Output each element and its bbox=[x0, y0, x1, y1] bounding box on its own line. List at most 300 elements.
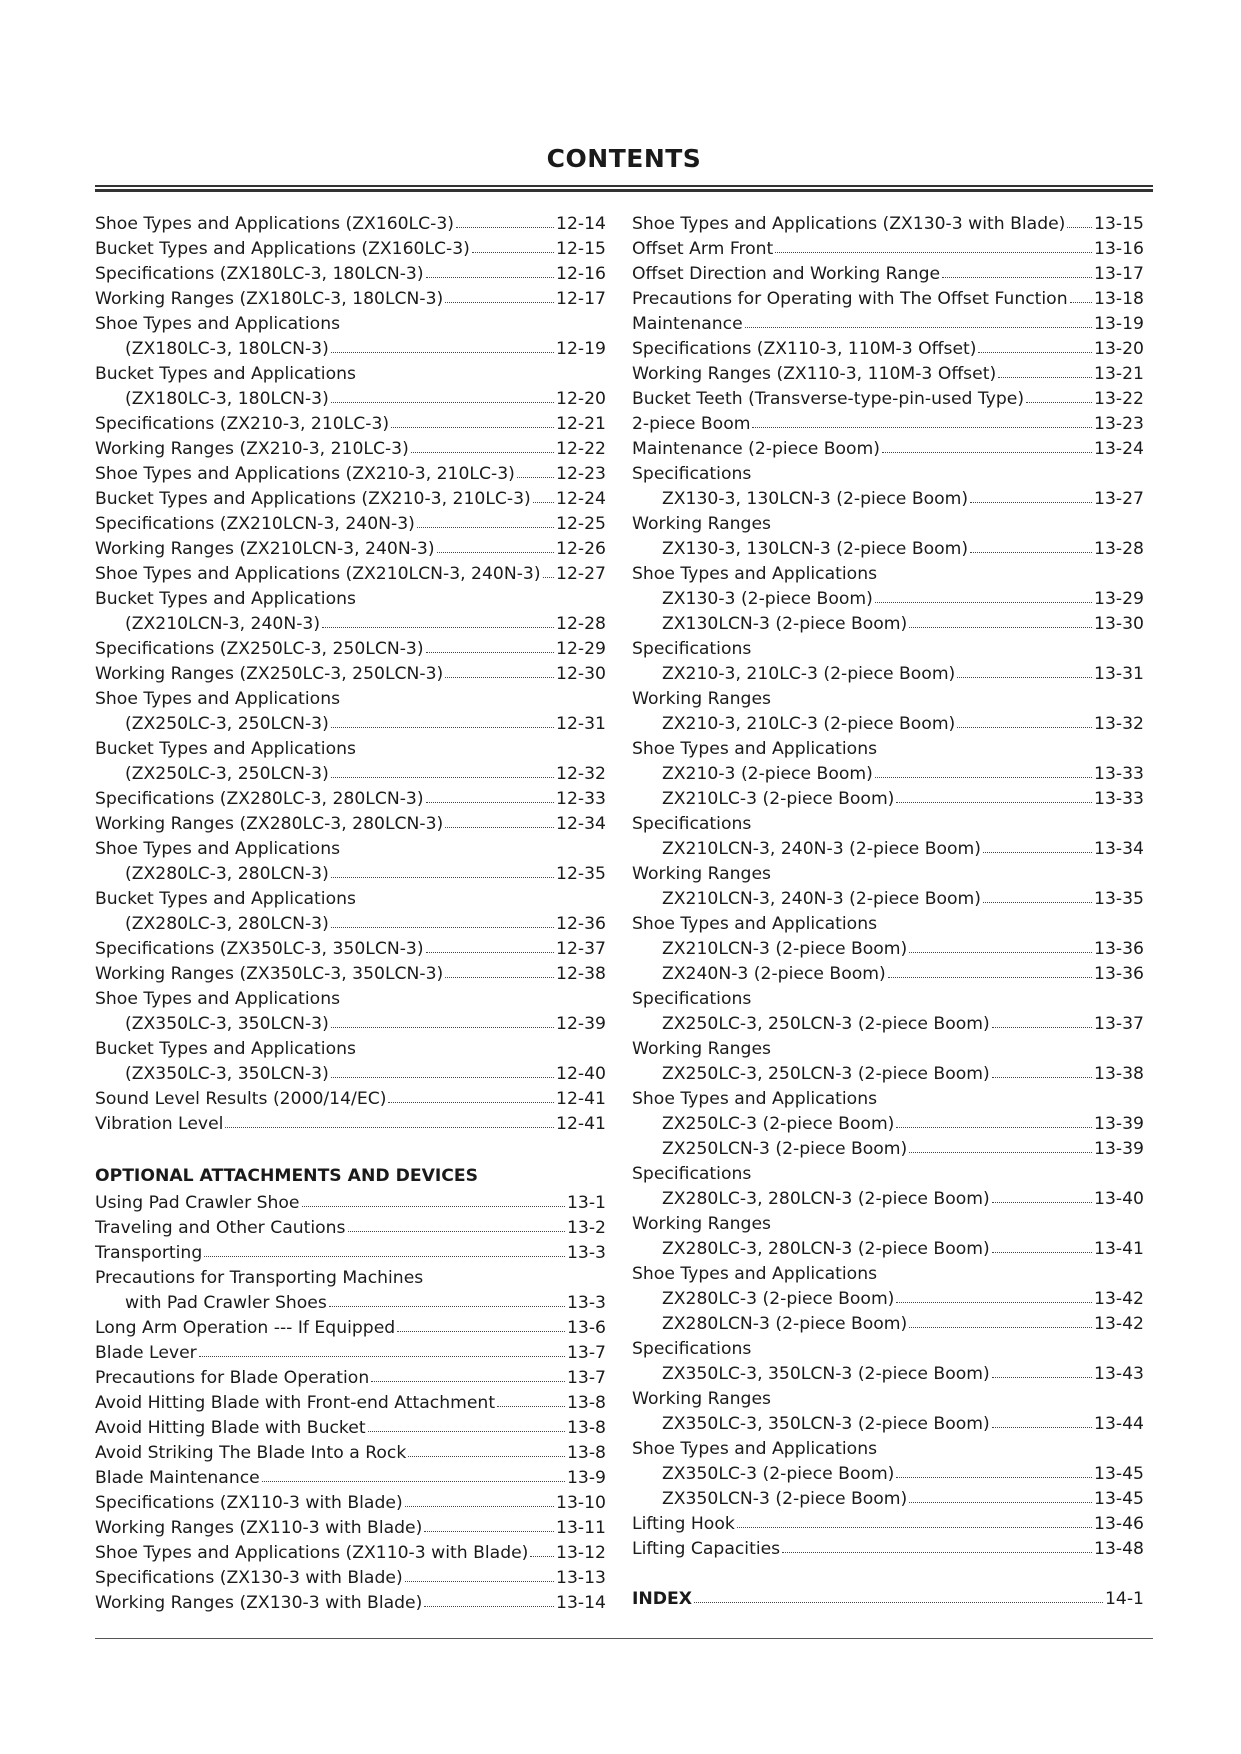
toc-entry-label: Offset Direction and Working Range bbox=[632, 264, 941, 284]
toc-group-heading: Working Ranges bbox=[632, 1214, 771, 1234]
toc-entry[interactable] bbox=[95, 1441, 606, 1466]
toc-entry[interactable] bbox=[95, 337, 606, 362]
toc-entry-page: 13-36 bbox=[1094, 939, 1144, 959]
toc-entry[interactable] bbox=[95, 287, 606, 312]
dot-leader bbox=[331, 913, 554, 928]
dot-leader bbox=[909, 1488, 1092, 1503]
toc-entry-page: 13-7 bbox=[566, 1343, 606, 1363]
toc-entry-label: Specifications (ZX130-3 with Blade) bbox=[95, 1568, 403, 1588]
dot-leader bbox=[417, 513, 554, 528]
toc-entry-page: 12-15 bbox=[556, 239, 606, 259]
toc-group-heading: Specifications bbox=[632, 814, 752, 834]
toc-entry-label: (ZX350LC-3, 350LCN-3) bbox=[125, 1014, 329, 1034]
toc-entry[interactable] bbox=[95, 912, 606, 937]
toc-entry-page: 13-17 bbox=[1094, 264, 1144, 284]
toc-entry-page: 13-45 bbox=[1094, 1489, 1144, 1509]
toc-entry[interactable] bbox=[95, 1316, 606, 1341]
toc-entry[interactable] bbox=[95, 1241, 606, 1266]
toc-entry-page: 12-30 bbox=[556, 664, 606, 684]
toc-entry-page: 12-20 bbox=[556, 389, 606, 409]
dot-leader bbox=[909, 1313, 1092, 1328]
toc-entry-page: 13-46 bbox=[1094, 1514, 1144, 1534]
toc-entry[interactable] bbox=[632, 1487, 1144, 1512]
toc-entry-page: 12-14 bbox=[556, 214, 606, 234]
toc-entry-page: 13-42 bbox=[1094, 1289, 1144, 1309]
toc-entry-page: 13-22 bbox=[1094, 389, 1144, 409]
toc-entry-label: Precautions for Blade Operation bbox=[95, 1368, 370, 1388]
toc-entry[interactable] bbox=[632, 662, 1144, 687]
toc-entry-label: INDEX bbox=[632, 1589, 693, 1609]
toc-entry[interactable] bbox=[95, 1416, 606, 1441]
toc-entry-label: ZX350LC-3, 350LCN-3 (2-piece Boom) bbox=[662, 1414, 990, 1434]
toc-group-heading: Shoe Types and Applications bbox=[632, 1264, 878, 1284]
toc-entry[interactable] bbox=[632, 937, 1144, 962]
toc-group-heading: Shoe Types and Applications bbox=[632, 564, 878, 584]
toc-entry[interactable] bbox=[632, 1537, 1144, 1562]
dot-leader bbox=[875, 763, 1092, 778]
toc-entry-label: ZX130-3, 130LCN-3 (2-piece Boom) bbox=[662, 539, 969, 559]
toc-entry-page: 13-45 bbox=[1094, 1464, 1144, 1484]
toc-entry-page: 12-25 bbox=[556, 514, 606, 534]
toc-group-heading: Shoe Types and Applications bbox=[632, 914, 878, 934]
toc-entry[interactable] bbox=[95, 637, 606, 662]
toc-entry-label: Specifications (ZX110-3 with Blade) bbox=[95, 1493, 403, 1513]
toc-entry-label: (ZX250LC-3, 250LCN-3) bbox=[125, 764, 329, 784]
toc-entry-page: 13-38 bbox=[1094, 1064, 1144, 1084]
toc-entry-page: 13-27 bbox=[1094, 489, 1144, 509]
toc-group-heading: Specifications bbox=[632, 639, 752, 659]
dot-leader bbox=[411, 438, 554, 453]
dot-leader bbox=[896, 1113, 1092, 1128]
toc-entry[interactable] bbox=[632, 887, 1144, 912]
toc-entry[interactable] bbox=[95, 487, 606, 512]
dot-leader bbox=[331, 1063, 554, 1078]
dot-leader bbox=[752, 413, 1092, 428]
dot-leader bbox=[533, 488, 554, 503]
toc-entry-label: (ZX180LC-3, 180LCN-3) bbox=[125, 339, 329, 359]
toc-group-heading: Specifications bbox=[632, 989, 752, 1009]
toc-entry[interactable] bbox=[632, 412, 1144, 437]
toc-entry-page: 12-19 bbox=[556, 339, 606, 359]
toc-entry-page: 12-32 bbox=[556, 764, 606, 784]
toc-right-block-1 bbox=[632, 212, 1144, 1562]
dot-leader bbox=[957, 663, 1092, 678]
toc-entry-label: ZX130LCN-3 (2-piece Boom) bbox=[662, 614, 908, 634]
toc-entry[interactable] bbox=[95, 1591, 606, 1616]
toc-entry-page: 13-33 bbox=[1094, 789, 1144, 809]
toc-entry-label: ZX250LC-3 (2-piece Boom) bbox=[662, 1114, 895, 1134]
toc-entry-label: (ZX210LCN-3, 240N-3) bbox=[125, 614, 321, 634]
toc-group-heading: Shoe Types and Applications bbox=[632, 1089, 878, 1109]
toc-group-heading: Working Ranges bbox=[632, 689, 771, 709]
toc-entry-label: Working Ranges (ZX210LCN-3, 240N-3) bbox=[95, 539, 435, 559]
dot-leader bbox=[445, 813, 554, 828]
toc-entry-label: ZX210LCN-3, 240N-3 (2-piece Boom) bbox=[662, 839, 981, 859]
dot-leader bbox=[983, 888, 1092, 903]
toc-entry-label: ZX280LC-3 (2-piece Boom) bbox=[662, 1289, 895, 1309]
toc-entry-page: 12-24 bbox=[556, 489, 606, 509]
toc-entry-label: Working Ranges (ZX110-3, 110M-3 Offset) bbox=[632, 364, 997, 384]
toc-entry-label: Specifications (ZX210-3, 210LC-3) bbox=[95, 414, 390, 434]
toc-entry-page: 13-28 bbox=[1094, 539, 1144, 559]
dot-leader bbox=[992, 1063, 1092, 1078]
toc-entry-label: Shoe Types and Applications (ZX210-3, 210LC-3) bbox=[95, 464, 515, 484]
dot-leader bbox=[331, 1013, 554, 1028]
toc-entry-label: Maintenance bbox=[632, 314, 743, 334]
toc-entry[interactable] bbox=[632, 1312, 1144, 1337]
toc-entry[interactable] bbox=[95, 1216, 606, 1241]
toc-entry-page: 12-38 bbox=[556, 964, 606, 984]
toc-entry[interactable] bbox=[95, 812, 606, 837]
toc-entry-label: Avoid Striking The Blade Into a Rock bbox=[95, 1443, 407, 1463]
toc-entry-label: ZX130-3, 130LCN-3 (2-piece Boom) bbox=[662, 489, 969, 509]
bottom-rule bbox=[95, 1638, 1153, 1639]
toc-entry-page: 12-21 bbox=[556, 414, 606, 434]
toc-entry-page: 12-23 bbox=[556, 464, 606, 484]
toc-group-heading: Working Ranges bbox=[632, 1389, 771, 1409]
dot-leader bbox=[426, 638, 554, 653]
toc-entry-label: ZX210-3 (2-piece Boom) bbox=[662, 764, 873, 784]
toc-entry-label: ZX210LC-3 (2-piece Boom) bbox=[662, 789, 895, 809]
toc-entry[interactable] bbox=[632, 837, 1144, 862]
dot-leader bbox=[322, 613, 554, 628]
toc-entry-page: 12-35 bbox=[556, 864, 606, 884]
dot-leader bbox=[775, 238, 1092, 253]
toc-group-heading: Shoe Types and Applications bbox=[632, 1439, 878, 1459]
toc-entry-page: 13-39 bbox=[1094, 1114, 1144, 1134]
toc-entry[interactable] bbox=[95, 412, 606, 437]
section-gap bbox=[632, 1562, 1144, 1587]
toc-entry-page: 12-16 bbox=[556, 264, 606, 284]
toc-entry-label: Working Ranges (ZX350LC-3, 350LCN-3) bbox=[95, 964, 444, 984]
toc-entry[interactable] bbox=[95, 712, 606, 737]
toc-group-heading: Working Ranges bbox=[632, 864, 771, 884]
toc-entry-label: ZX350LC-3 (2-piece Boom) bbox=[662, 1464, 895, 1484]
toc-entry[interactable] bbox=[95, 437, 606, 462]
dot-leader bbox=[909, 1138, 1092, 1153]
dot-leader bbox=[424, 1592, 554, 1607]
toc-entry[interactable] bbox=[95, 862, 606, 887]
dot-leader bbox=[348, 1217, 565, 1232]
toc-entry[interactable] bbox=[632, 1462, 1144, 1487]
toc-entry[interactable] bbox=[95, 787, 606, 812]
toc-entry[interactable] bbox=[95, 1291, 606, 1316]
toc-entry[interactable] bbox=[95, 1341, 606, 1366]
dot-leader bbox=[445, 288, 554, 303]
dot-leader bbox=[1067, 213, 1092, 228]
toc-entry-page: 14-1 bbox=[1104, 1589, 1144, 1609]
dot-leader bbox=[970, 488, 1092, 503]
dot-leader bbox=[262, 1467, 565, 1482]
toc-entry[interactable] bbox=[632, 1112, 1144, 1137]
toc-entry-page: 13-12 bbox=[556, 1543, 606, 1563]
toc-entry[interactable] bbox=[95, 962, 606, 987]
toc-entry-label: (ZX250LC-3, 250LCN-3) bbox=[125, 714, 329, 734]
dot-leader bbox=[942, 263, 1092, 278]
toc-entry-page: 12-41 bbox=[556, 1114, 606, 1134]
toc-entry[interactable] bbox=[95, 262, 606, 287]
toc-entry[interactable] bbox=[632, 1287, 1144, 1312]
toc-group-heading: Specifications bbox=[632, 1339, 752, 1359]
toc-group-heading: Precautions for Transporting Machines bbox=[95, 1268, 424, 1288]
toc-entry[interactable] bbox=[632, 1412, 1144, 1437]
toc-entry[interactable] bbox=[95, 212, 606, 237]
title-rule bbox=[95, 185, 1153, 192]
toc-entry-label: Specifications (ZX180LC-3, 180LCN-3) bbox=[95, 264, 424, 284]
dot-leader bbox=[875, 588, 1092, 603]
dot-leader bbox=[992, 1238, 1092, 1253]
toc-entry-label: Traveling and Other Cautions bbox=[95, 1218, 346, 1238]
toc-entry-page: 13-39 bbox=[1094, 1139, 1144, 1159]
dot-leader bbox=[745, 313, 1092, 328]
toc-entry-label: Using Pad Crawler Shoe bbox=[95, 1193, 300, 1213]
toc-entry-label: Working Ranges (ZX210-3, 210LC-3) bbox=[95, 439, 409, 459]
toc-entry-page: 13-35 bbox=[1094, 889, 1144, 909]
dot-leader bbox=[302, 1192, 565, 1207]
toc-entry[interactable] bbox=[632, 387, 1144, 412]
toc-entry[interactable] bbox=[95, 1191, 606, 1216]
toc-entry-page: 13-34 bbox=[1094, 839, 1144, 859]
dot-leader bbox=[426, 263, 554, 278]
dot-leader bbox=[445, 963, 554, 978]
toc-entry[interactable] bbox=[632, 1362, 1144, 1387]
dot-leader bbox=[882, 438, 1092, 453]
page-title: CONTENTS bbox=[546, 144, 702, 173]
toc-entry[interactable] bbox=[95, 1491, 606, 1516]
toc-right-column bbox=[632, 212, 1144, 1612]
dot-leader bbox=[472, 238, 554, 253]
toc-entry[interactable] bbox=[95, 1566, 606, 1591]
toc-entry[interactable] bbox=[95, 1541, 606, 1566]
toc-entry-label: (ZX180LC-3, 180LCN-3) bbox=[125, 389, 329, 409]
toc-group-heading: Bucket Types and Applications bbox=[95, 739, 356, 759]
toc-entry-index[interactable] bbox=[632, 1587, 1144, 1612]
toc-entry-label: ZX280LC-3, 280LCN-3 (2-piece Boom) bbox=[662, 1189, 990, 1209]
toc-group-heading: Shoe Types and Applications bbox=[95, 989, 341, 1009]
toc-entry[interactable] bbox=[95, 1366, 606, 1391]
toc-entry-page: 12-27 bbox=[556, 564, 606, 584]
toc-entry-label: (ZX350LC-3, 350LCN-3) bbox=[125, 1064, 329, 1084]
toc-entry[interactable] bbox=[95, 937, 606, 962]
toc-entry[interactable] bbox=[632, 362, 1144, 387]
dot-leader bbox=[331, 763, 554, 778]
dot-leader bbox=[397, 1317, 565, 1332]
dot-leader bbox=[888, 963, 1092, 978]
toc-entry-label: Offset Arm Front bbox=[632, 239, 774, 259]
dot-leader bbox=[426, 788, 554, 803]
toc-group-heading: Shoe Types and Applications bbox=[95, 314, 341, 334]
toc-entry-page: 13-21 bbox=[1094, 364, 1144, 384]
toc-entry[interactable] bbox=[632, 237, 1144, 262]
toc-entry-label: (ZX280LC-3, 280LCN-3) bbox=[125, 914, 329, 934]
toc-entry-page: 13-24 bbox=[1094, 439, 1144, 459]
toc-entry-label: Lifting Capacities bbox=[632, 1539, 781, 1559]
toc-entry-page: 12-34 bbox=[556, 814, 606, 834]
toc-left-block-1 bbox=[95, 212, 606, 1137]
toc-entry-label: ZX210-3, 210LC-3 (2-piece Boom) bbox=[662, 664, 956, 684]
toc-entry-page: 13-14 bbox=[556, 1593, 606, 1613]
toc-entry[interactable] bbox=[632, 762, 1144, 787]
dot-leader bbox=[331, 863, 554, 878]
dot-leader bbox=[896, 1463, 1092, 1478]
dot-leader bbox=[896, 1288, 1092, 1303]
toc-entry-label: Shoe Types and Applications (ZX110-3 with Blade) bbox=[95, 1543, 529, 1563]
toc-group-heading: Bucket Types and Applications bbox=[95, 364, 356, 384]
toc-entry[interactable] bbox=[632, 712, 1144, 737]
toc-entry-label: ZX210LCN-3 (2-piece Boom) bbox=[662, 939, 908, 959]
toc-group-heading: Bucket Types and Applications bbox=[95, 889, 356, 909]
toc-group-heading: Shoe Types and Applications bbox=[632, 739, 878, 759]
toc-entry[interactable] bbox=[95, 1062, 606, 1087]
toc-entry-page: 13-3 bbox=[566, 1243, 606, 1263]
toc-entry-label: Shoe Types and Applications (ZX130-3 with Blade) bbox=[632, 214, 1066, 234]
toc-entry-label: Maintenance (2-piece Boom) bbox=[632, 439, 881, 459]
toc-entry-page: 13-11 bbox=[556, 1518, 606, 1538]
dot-leader bbox=[992, 1363, 1092, 1378]
toc-entry-label: Shoe Types and Applications (ZX160LC-3) bbox=[95, 214, 454, 234]
dot-leader bbox=[1026, 388, 1092, 403]
dot-leader bbox=[331, 338, 554, 353]
dot-leader bbox=[204, 1242, 565, 1257]
toc-entry[interactable] bbox=[95, 562, 606, 587]
toc-group-heading: Working Ranges bbox=[632, 514, 771, 534]
toc-entry-page: 13-9 bbox=[566, 1468, 606, 1488]
toc-entry[interactable] bbox=[632, 787, 1144, 812]
toc-entry[interactable] bbox=[632, 1512, 1144, 1537]
toc-entry-page: 13-31 bbox=[1094, 664, 1144, 684]
toc-entry-page: 13-44 bbox=[1094, 1414, 1144, 1434]
toc-entry-page: 12-41 bbox=[556, 1089, 606, 1109]
section-gap bbox=[95, 1137, 606, 1162]
toc-group-heading: Bucket Types and Applications bbox=[95, 1039, 356, 1059]
toc-entry[interactable] bbox=[95, 1391, 606, 1416]
toc-entry-label: Long Arm Operation --- If Equipped bbox=[95, 1318, 396, 1338]
dot-leader bbox=[694, 1588, 1103, 1603]
toc-entry[interactable] bbox=[632, 587, 1144, 612]
toc-entry-page: 13-8 bbox=[566, 1418, 606, 1438]
dot-leader bbox=[405, 1567, 554, 1582]
toc-entry-label: Bucket Types and Applications (ZX160LC-3) bbox=[95, 239, 470, 259]
toc-entry-page: 12-22 bbox=[556, 439, 606, 459]
toc-entry[interactable] bbox=[95, 1516, 606, 1541]
toc-entry[interactable] bbox=[632, 287, 1144, 312]
toc-entry[interactable] bbox=[632, 212, 1144, 237]
toc-entry[interactable] bbox=[632, 537, 1144, 562]
toc-entry[interactable] bbox=[632, 312, 1144, 337]
dot-leader bbox=[445, 663, 554, 678]
toc-entry-label: ZX250LC-3, 250LCN-3 (2-piece Boom) bbox=[662, 1064, 990, 1084]
toc-left-block-2 bbox=[95, 1191, 606, 1616]
toc-entry[interactable] bbox=[632, 1012, 1144, 1037]
toc-entry-label: Sound Level Results (2000/14/EC) bbox=[95, 1089, 387, 1109]
toc-entry[interactable] bbox=[95, 237, 606, 262]
toc-entry[interactable] bbox=[632, 962, 1144, 987]
toc-entry[interactable] bbox=[632, 1137, 1144, 1162]
dot-leader bbox=[909, 613, 1092, 628]
toc-entry-label: Working Ranges (ZX110-3 with Blade) bbox=[95, 1518, 423, 1538]
toc-entry-label: Specifications (ZX250LC-3, 250LCN-3) bbox=[95, 639, 424, 659]
toc-entry[interactable] bbox=[95, 662, 606, 687]
dot-leader bbox=[737, 1513, 1092, 1528]
toc-entry-page: 13-8 bbox=[566, 1443, 606, 1463]
toc-entry-page: 13-48 bbox=[1094, 1539, 1144, 1559]
toc-entry[interactable] bbox=[632, 487, 1144, 512]
toc-entry-label: ZX130-3 (2-piece Boom) bbox=[662, 589, 873, 609]
toc-entry-label: Avoid Hitting Blade with Bucket bbox=[95, 1418, 366, 1438]
toc-entry[interactable] bbox=[632, 1187, 1144, 1212]
toc-entry[interactable] bbox=[632, 437, 1144, 462]
dot-leader bbox=[970, 538, 1092, 553]
dot-leader bbox=[408, 1442, 565, 1457]
toc-entry[interactable] bbox=[632, 1062, 1144, 1087]
dot-leader bbox=[331, 388, 554, 403]
toc-entry[interactable] bbox=[95, 762, 606, 787]
dot-leader bbox=[998, 363, 1092, 378]
toc-entry[interactable] bbox=[95, 1466, 606, 1491]
toc-entry[interactable] bbox=[95, 1112, 606, 1137]
toc-entry[interactable] bbox=[95, 537, 606, 562]
toc-entry-page: 12-17 bbox=[556, 289, 606, 309]
toc-entry-page: 13-37 bbox=[1094, 1014, 1144, 1034]
toc-entry[interactable] bbox=[632, 612, 1144, 637]
toc-entry[interactable] bbox=[95, 462, 606, 487]
toc-group-heading: Working Ranges bbox=[632, 1039, 771, 1059]
toc-left-column bbox=[95, 212, 606, 1616]
dot-leader bbox=[331, 713, 554, 728]
toc-entry-page: 12-40 bbox=[556, 1064, 606, 1084]
toc-entry-label: ZX280LC-3, 280LCN-3 (2-piece Boom) bbox=[662, 1239, 990, 1259]
toc-group-heading: Shoe Types and Applications bbox=[95, 839, 341, 859]
toc-entry[interactable] bbox=[632, 1237, 1144, 1262]
toc-entry[interactable] bbox=[95, 512, 606, 537]
toc-entry[interactable] bbox=[95, 1012, 606, 1037]
dot-leader bbox=[909, 938, 1092, 953]
dot-leader bbox=[530, 1542, 554, 1557]
toc-entry-label: ZX210LCN-3, 240N-3 (2-piece Boom) bbox=[662, 889, 981, 909]
toc-entry[interactable] bbox=[95, 1087, 606, 1112]
toc-entry-page: 13-20 bbox=[1094, 339, 1144, 359]
dot-leader bbox=[992, 1413, 1092, 1428]
toc-entry-page: 13-18 bbox=[1094, 289, 1144, 309]
dot-leader bbox=[388, 1088, 554, 1103]
dot-leader bbox=[424, 1517, 554, 1532]
dot-leader bbox=[896, 788, 1092, 803]
toc-entry-label: Lifting Hook bbox=[632, 1514, 735, 1534]
dot-leader bbox=[517, 463, 554, 478]
toc-entry-page: 13-36 bbox=[1094, 964, 1144, 984]
dot-leader bbox=[992, 1188, 1092, 1203]
dot-leader bbox=[456, 213, 554, 228]
toc-entry-page: 12-26 bbox=[556, 539, 606, 559]
toc-group-heading: Specifications bbox=[632, 464, 752, 484]
toc-entry[interactable] bbox=[95, 612, 606, 637]
dot-leader bbox=[983, 838, 1092, 853]
toc-entry-page: 13-1 bbox=[566, 1193, 606, 1213]
dot-leader bbox=[225, 1113, 554, 1128]
dot-leader bbox=[992, 1013, 1092, 1028]
toc-entry-label: Specifications (ZX350LC-3, 350LCN-3) bbox=[95, 939, 424, 959]
toc-entry[interactable] bbox=[632, 337, 1144, 362]
toc-entry-label: ZX250LCN-3 (2-piece Boom) bbox=[662, 1139, 908, 1159]
toc-entry-page: 12-28 bbox=[556, 614, 606, 634]
toc-entry-page: 13-16 bbox=[1094, 239, 1144, 259]
toc-entry-page: 13-3 bbox=[566, 1293, 606, 1313]
toc-entry-label: with Pad Crawler Shoes bbox=[125, 1293, 327, 1313]
toc-entry[interactable] bbox=[632, 262, 1144, 287]
toc-entry[interactable] bbox=[95, 387, 606, 412]
dot-leader bbox=[391, 413, 554, 428]
toc-entry-label: Blade Maintenance bbox=[95, 1468, 260, 1488]
